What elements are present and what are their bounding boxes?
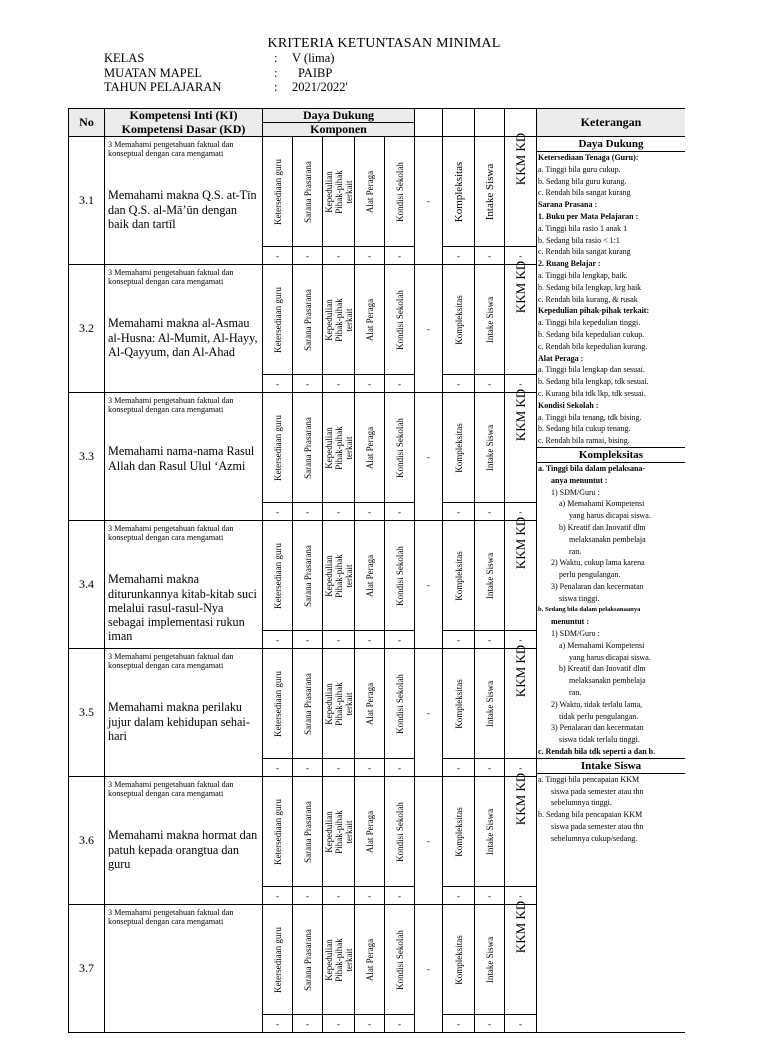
dash-cell: - bbox=[323, 631, 355, 649]
dash-cell: - bbox=[385, 631, 415, 649]
dash-cell: - bbox=[323, 1015, 355, 1033]
ketersediaan-cell bbox=[263, 905, 293, 1015]
kompleksitas-line: ran. bbox=[569, 546, 582, 556]
sarana-cell bbox=[293, 777, 323, 887]
kd-row bbox=[69, 137, 686, 247]
dash-cell: - bbox=[293, 631, 323, 649]
dash-cell: - bbox=[293, 759, 323, 777]
row-number: 3.2 bbox=[69, 265, 105, 393]
sarana-cell bbox=[293, 393, 323, 503]
kkm-kd-cell bbox=[505, 644, 537, 759]
kompleksitas-cell bbox=[443, 265, 475, 375]
dash-cell: - bbox=[263, 375, 293, 393]
kepedulian-label: Kepedulian Pihak-pihak terkait bbox=[323, 297, 354, 342]
ketersediaan-label: Ketersediaan guru bbox=[272, 414, 283, 481]
ketersediaan-cell bbox=[263, 265, 293, 375]
kd-cell bbox=[105, 393, 263, 521]
daya-dukung-line: a. Tinggi bila guru cukup. bbox=[538, 164, 621, 174]
intake-cell bbox=[475, 777, 505, 887]
kepedulian-label: Kepedulian Pihak-pihak terkait bbox=[323, 681, 354, 726]
daya-dukung-line: Ketersediaan Tenaga (Guru): bbox=[538, 153, 639, 162]
dash-cell: - bbox=[415, 905, 443, 1033]
kondisi-label: Kondisi Sekolah bbox=[394, 673, 405, 734]
kkm-kd-label: KKM KD bbox=[512, 260, 528, 314]
dash-cell: - bbox=[443, 375, 475, 393]
kkm-kd-label: KKM KD bbox=[512, 132, 528, 186]
kompleksitas-line: yang harus dicapai siswa. bbox=[569, 652, 651, 662]
kondisi-cell bbox=[385, 521, 415, 631]
intake-cell bbox=[475, 137, 505, 247]
ketersediaan-cell bbox=[263, 393, 293, 503]
intake-line: b. Sedang bila pencapaian KKM bbox=[538, 810, 643, 820]
intake-title: Intake Siswa bbox=[537, 758, 685, 774]
dash-cell: - bbox=[293, 375, 323, 393]
dash-cell: - bbox=[505, 887, 537, 905]
meta-value: PAIBP bbox=[298, 65, 333, 80]
keterangan-header: Keterangan bbox=[537, 109, 686, 137]
kompleksitas-label: Kompleksitas bbox=[452, 161, 465, 222]
ketersediaan-label: Ketersediaan guru bbox=[272, 670, 283, 737]
daya-dukung-line: Kondisi Sekolah : bbox=[538, 400, 599, 410]
dash-cell: - bbox=[263, 503, 293, 521]
intake-line: sebelumnya tinggi. bbox=[551, 798, 612, 808]
dash-cell: - bbox=[385, 759, 415, 777]
header-spacer bbox=[505, 109, 537, 123]
alat-label: Alat Peraga bbox=[364, 426, 375, 469]
alat-cell bbox=[355, 777, 385, 887]
kkm-kd-cell bbox=[505, 388, 537, 503]
kompleksitas-line: c. Rendah bila tdk seperti a dan b. bbox=[538, 747, 656, 757]
dash-cell: - bbox=[263, 631, 293, 649]
dash-cell: - bbox=[443, 759, 475, 777]
intake-label: Intake Siswa bbox=[484, 552, 495, 599]
intake-label: Intake Siswa bbox=[483, 163, 496, 220]
intake-cell bbox=[475, 393, 505, 503]
kompleksitas-cell bbox=[443, 777, 475, 887]
dash-cell: - bbox=[323, 759, 355, 777]
dash-cell: - bbox=[385, 887, 415, 905]
daya-dukung-line: b. Sedang bila lengkap, tdk sesuai. bbox=[538, 377, 649, 387]
intake-label: Intake Siswa bbox=[484, 424, 495, 471]
kkm-kd-label: KKM KD bbox=[512, 772, 528, 826]
meta-colon: : bbox=[274, 65, 278, 80]
dash-cell: - bbox=[385, 503, 415, 521]
kompleksitas-label: Kompleksitas bbox=[453, 294, 464, 345]
daya-dukung-line: c. Rendah bila ramai, bising. bbox=[538, 436, 630, 446]
daya-dukung-line: a. Tinggi bila kepedulian tinggi. bbox=[538, 318, 641, 328]
kepedulian-cell bbox=[323, 137, 355, 247]
kkm-kd-label: KKM KD bbox=[512, 900, 528, 954]
kepedulian-label: Kepedulian Pihak-pihak terkait bbox=[323, 553, 354, 598]
header-spacer bbox=[415, 109, 443, 123]
alat-label: Alat Peraga bbox=[364, 810, 375, 853]
dash-cell: - bbox=[323, 887, 355, 905]
alat-label: Alat Peraga bbox=[364, 298, 375, 341]
kompleksitas-line: 3) Penalaran dan kecermatan bbox=[551, 723, 644, 733]
ketersediaan-cell bbox=[263, 521, 293, 631]
sarana-cell bbox=[293, 137, 323, 247]
kd-text: Memahami nama-nama Rasul Allah dan Rasul Ulul ‘Azmi bbox=[108, 444, 255, 473]
daya-dukung-line: b. Sedang bila guru kurang. bbox=[538, 176, 627, 186]
kepedulian-label: Kepedulian Pihak-pihak terkait bbox=[323, 937, 354, 982]
kd-cell bbox=[105, 777, 263, 905]
row-number: 3.4 bbox=[69, 521, 105, 649]
kompleksitas-label: Kompleksitas bbox=[453, 806, 464, 857]
dash-cell: - bbox=[355, 375, 385, 393]
sarana-label: Sarana Prasarana bbox=[302, 544, 313, 607]
komponen-header: Komponen bbox=[263, 123, 415, 137]
kondisi-cell bbox=[385, 649, 415, 759]
dash-cell: - bbox=[443, 1015, 475, 1033]
dash-cell: - bbox=[263, 1015, 293, 1033]
kepedulian-label: Kepedulian Pihak-pihak terkait bbox=[323, 809, 354, 854]
no-header: No bbox=[69, 109, 105, 137]
ki-text: 3 Memahami pengetahuan faktual dan konseptual dengan cara mengamati bbox=[108, 652, 234, 671]
kompleksitas-line: b) Kreatif dan Inovatif dlm bbox=[559, 664, 646, 674]
daya-dukung-line: Alat Peraga : bbox=[538, 353, 584, 363]
kepedulian-cell bbox=[323, 649, 355, 759]
kd-text: Memahami makna hormat dan patuh kepada orangtua dan guru bbox=[108, 828, 258, 871]
dash-cell: - bbox=[505, 247, 537, 265]
ki-text: 3 Memahami pengetahuan faktual dan konseptual dengan cara mengamati bbox=[108, 140, 234, 159]
daya-dukung-line: a. Tinggi bila rasio 1 anak 1 bbox=[538, 223, 628, 233]
daya-dukung-line: c. Rendah bila kepedulian kurang. bbox=[538, 341, 648, 351]
kompleksitas-line: perlu pengulangan. bbox=[559, 570, 621, 580]
kd-header: Kompetensi Dasar (KD) bbox=[105, 123, 263, 137]
kd-text: Memahami makna al-Asmau al-Husna: Al-Mumit, Al-Hayy, Al-Qayyum, dan Al-Ahad bbox=[108, 316, 258, 359]
kompleksitas-line: 2) Waktu, tidak terlalu lama, bbox=[551, 699, 643, 709]
dash-cell: - bbox=[263, 887, 293, 905]
kd-text: Memahami makna perilaku jujur dalam kehidupan sehai-hari bbox=[108, 700, 250, 743]
dash-cell: - bbox=[505, 503, 537, 521]
header-spacer bbox=[443, 123, 475, 137]
header-spacer bbox=[475, 109, 505, 123]
kompleksitas-line: b. Sedang bila dalam pelaksanaanya bbox=[538, 606, 641, 614]
daya-dukung-line: b. Sedang bila lengkap, krg baik bbox=[538, 282, 642, 292]
dash-cell: - bbox=[475, 375, 505, 393]
daya-dukung-line: c. Rendah bila sangat kurang bbox=[538, 247, 631, 257]
kd-cell bbox=[105, 265, 263, 393]
ketersediaan-label: Ketersediaan guru bbox=[272, 542, 283, 609]
daya-dukung-line: b. Sedang bila rasio < 1:1 bbox=[538, 235, 620, 245]
ki-text: 3 Memahami pengetahuan faktual dan konseptual dengan cara mengamati bbox=[108, 524, 234, 543]
ki-text: 3 Memahami pengetahuan faktual dan konseptual dengan cara mengamati bbox=[108, 396, 234, 415]
kondisi-label: Kondisi Sekolah bbox=[394, 289, 405, 350]
dash-cell: - bbox=[355, 1015, 385, 1033]
kkm-kd-cell bbox=[505, 900, 537, 1015]
kd-cell bbox=[105, 905, 263, 1033]
kompleksitas-line: b) Kreatif dan Inovatif dlm bbox=[559, 522, 646, 532]
dash-cell: - bbox=[415, 265, 443, 393]
dash-cell: - bbox=[263, 247, 293, 265]
sarana-label: Sarana Prasarana bbox=[302, 416, 313, 479]
daya-dukung-line: Kepedulian pihak-pihak terkait: bbox=[538, 306, 650, 316]
dash-cell: - bbox=[475, 631, 505, 649]
daya-dukung-line: 2. Ruang Belajar : bbox=[538, 259, 601, 269]
kondisi-label: Kondisi Sekolah bbox=[394, 801, 405, 862]
ketersediaan-label: Ketersediaan guru bbox=[272, 158, 283, 225]
dash-cell: - bbox=[263, 759, 293, 777]
kd-cell bbox=[105, 137, 263, 265]
kompleksitas-line: melaksanakn pembelaja bbox=[569, 534, 646, 544]
alat-cell bbox=[355, 137, 385, 247]
daya-dukung-line: b. Sedang bila kepedulian cukup. bbox=[538, 329, 645, 339]
alat-label: Alat Peraga bbox=[364, 554, 375, 597]
ketersediaan-cell bbox=[263, 777, 293, 887]
dash-cell: - bbox=[385, 1015, 415, 1033]
kondisi-cell bbox=[385, 137, 415, 247]
meta-colon: : bbox=[274, 80, 278, 95]
dash-cell: - bbox=[443, 503, 475, 521]
kd-cell bbox=[105, 521, 263, 649]
intake-cell bbox=[475, 521, 505, 631]
header-spacer bbox=[475, 123, 505, 137]
meta-label: TAHUN PELAJARAN bbox=[104, 80, 222, 95]
daya-dukung-line: a. Tinggi bila lengkap dan sesuai. bbox=[538, 365, 645, 375]
dash-cell: - bbox=[323, 247, 355, 265]
dash-cell: - bbox=[385, 375, 415, 393]
alat-cell bbox=[355, 905, 385, 1015]
kd-cell bbox=[105, 649, 263, 777]
header-spacer bbox=[443, 109, 475, 123]
meta-mapel bbox=[104, 66, 348, 81]
kepedulian-cell bbox=[323, 777, 355, 887]
kondisi-cell bbox=[385, 905, 415, 1015]
sarana-label: Sarana Prasarana bbox=[302, 160, 313, 223]
dash-cell: - bbox=[355, 631, 385, 649]
kompleksitas-line: 1) SDM/Guru : bbox=[551, 487, 600, 497]
intake-label: Intake Siswa bbox=[484, 680, 495, 727]
ki-text: 3 Memahami pengetahuan faktual dan konseptual dengan cara mengamati bbox=[108, 908, 234, 927]
kompleksitas-cell bbox=[443, 137, 475, 247]
kkm-kd-cell bbox=[505, 516, 537, 631]
daya-dukung-line: 1. Buku per Mata Pelajaran : bbox=[538, 211, 639, 221]
ketersediaan-label: Ketersediaan guru bbox=[272, 286, 283, 353]
kompleksitas-line: tidak perlu pengulangan. bbox=[559, 711, 639, 721]
kondisi-label: Kondisi Sekolah bbox=[394, 417, 405, 478]
kompleksitas-line: a. Tinggi bila dalam pelaksana- bbox=[538, 463, 646, 473]
kondisi-cell bbox=[385, 393, 415, 503]
kompleksitas-cell bbox=[443, 905, 475, 1015]
dash-cell: - bbox=[505, 759, 537, 777]
kompleksitas-label: Kompleksitas bbox=[453, 678, 464, 729]
daya-dukung-line: Sarana Prasana : bbox=[538, 200, 598, 210]
meta-value: V (lima) bbox=[292, 51, 335, 65]
daya-dukung-line: a. Tinggi bila tenang, tdk bising. bbox=[538, 412, 642, 422]
intake-label: Intake Siswa bbox=[484, 808, 495, 855]
intake-cell bbox=[475, 265, 505, 375]
sarana-cell bbox=[293, 905, 323, 1015]
kkm-kd-cell bbox=[505, 772, 537, 887]
alat-label: Alat Peraga bbox=[364, 682, 375, 725]
dash-cell: - bbox=[293, 503, 323, 521]
kompleksitas-line: siswa tidak terlalu tinggi. bbox=[559, 735, 640, 745]
ketersediaan-label: Ketersediaan guru bbox=[272, 926, 283, 993]
meta-value: 2021/2022' bbox=[292, 80, 348, 95]
meta-kelas bbox=[104, 51, 348, 66]
kompleksitas-cell bbox=[443, 649, 475, 759]
alat-cell bbox=[355, 393, 385, 503]
kompleksitas-label: Kompleksitas bbox=[453, 422, 464, 473]
ki-text: 3 Memahami pengetahuan faktual dan konseptual dengan cara mengamati bbox=[108, 780, 234, 799]
daya-dukung-title: Daya Dukung bbox=[537, 137, 685, 152]
dash-cell: - bbox=[475, 887, 505, 905]
meta-label: MUATAN MAPEL bbox=[104, 65, 202, 80]
kd-text: Memahami makna diturunkannya kitab-kitab suci melalui rasul-rasul-Nya sebagai implementasi rukun iman bbox=[108, 572, 257, 644]
kondisi-cell bbox=[385, 777, 415, 887]
intake-label: Intake Siswa bbox=[484, 296, 495, 343]
daya-dukung-line: c. Rendah bila kurang, & rusak bbox=[538, 294, 638, 304]
sarana-cell bbox=[293, 265, 323, 375]
kompleksitas-line: ran. bbox=[569, 688, 582, 698]
dash-cell: - bbox=[415, 137, 443, 265]
kkm-kd-cell bbox=[505, 132, 537, 247]
kompleksitas-label: Kompleksitas bbox=[453, 934, 464, 985]
kompleksitas-line: siswa tinggi. bbox=[559, 593, 600, 603]
kd-text: Memahami makna Q.S. at-Tīn dan Q.S. al-Mā’ūn dengan baik dan tartīl bbox=[108, 188, 257, 231]
intake-label: Intake Siswa bbox=[484, 936, 495, 983]
kepedulian-cell bbox=[323, 393, 355, 503]
kepedulian-label: Kepedulian Pihak-pihak terkait bbox=[323, 425, 354, 470]
dash-cell: - bbox=[323, 375, 355, 393]
sarana-label: Sarana Prasarana bbox=[302, 288, 313, 351]
kkm-sheet bbox=[68, 108, 685, 1048]
alat-label: Alat Peraga bbox=[364, 170, 375, 213]
ki-text: 3 Memahami pengetahuan faktual dan konseptual dengan cara mengamati bbox=[108, 268, 234, 287]
dash-cell: - bbox=[475, 503, 505, 521]
row-number: 3.3 bbox=[69, 393, 105, 521]
intake-line: sebelumnya cukup/sedang. bbox=[551, 833, 638, 843]
dash-cell: - bbox=[293, 887, 323, 905]
dash-cell: - bbox=[293, 247, 323, 265]
kompleksitas-title: Kompleksitas bbox=[537, 447, 685, 463]
dash-cell: - bbox=[475, 247, 505, 265]
meta-tahun bbox=[104, 80, 348, 95]
sarana-label: Sarana Prasarana bbox=[302, 800, 313, 863]
kkm-kd-label: KKM KD bbox=[512, 388, 528, 442]
sarana-label: Sarana Prasarana bbox=[302, 672, 313, 735]
kkm-kd-label: KKM KD bbox=[512, 644, 528, 698]
kompleksitas-line: a) Memahami Kompetensi bbox=[559, 499, 645, 509]
intake-cell bbox=[475, 649, 505, 759]
daya-dukung-line: b. Sedang bila cukup tenang. bbox=[538, 424, 631, 434]
row-number: 3.6 bbox=[69, 777, 105, 905]
row-number: 3.5 bbox=[69, 649, 105, 777]
alat-cell bbox=[355, 649, 385, 759]
meta-label: KELAS bbox=[104, 51, 145, 65]
dash-cell: - bbox=[443, 631, 475, 649]
daya-dukung-line: c. Rendah bila sangat kurang bbox=[538, 188, 631, 198]
kepedulian-label: Kepedulian Pihak-pihak terkait bbox=[323, 169, 354, 214]
daya-dukung-line: a. Tinggi bila lengkap, baik. bbox=[538, 270, 628, 280]
ketersediaan-label: Ketersediaan guru bbox=[272, 798, 283, 865]
daya-dukung-line: c. Kurang bila tdk lkp, tdk sesuai. bbox=[538, 388, 646, 398]
dash-cell: - bbox=[415, 777, 443, 905]
kkm-table bbox=[68, 108, 685, 1033]
dash-cell: - bbox=[415, 521, 443, 649]
dash-cell: - bbox=[355, 887, 385, 905]
kompleksitas-line: 3) Penalaran dan kecermatan bbox=[551, 581, 644, 591]
keterangan-panel bbox=[537, 137, 686, 1033]
kompleksitas-line: a) Memahami Kompetensi bbox=[559, 640, 645, 650]
row-number: 3.7 bbox=[69, 905, 105, 1033]
kompleksitas-line: melaksanakn pembelaja bbox=[569, 676, 646, 686]
dash-cell: - bbox=[415, 649, 443, 777]
kompleksitas-line: 1) SDM/Guru : bbox=[551, 629, 600, 639]
kepedulian-cell bbox=[323, 265, 355, 375]
kompleksitas-line: yang harus dicapai siswa. bbox=[569, 511, 651, 521]
kompleksitas-label: Kompleksitas bbox=[453, 550, 464, 601]
alat-label: Alat Peraga bbox=[364, 938, 375, 981]
dash-cell: - bbox=[355, 503, 385, 521]
dash-cell: - bbox=[505, 631, 537, 649]
dash-cell: - bbox=[355, 759, 385, 777]
kompleksitas-line: 2) Waktu, cukup lama karena bbox=[551, 558, 645, 568]
row-number: 3.1 bbox=[69, 137, 105, 265]
intake-line: siswa pada semester atau thn bbox=[551, 822, 644, 832]
ketersediaan-cell bbox=[263, 137, 293, 247]
document-title: KRITERIA KETUNTASAN MINIMAL bbox=[267, 36, 501, 51]
header-spacer bbox=[415, 123, 443, 137]
dash-cell: - bbox=[505, 1015, 537, 1033]
intake-line: siswa pada semester atau thn bbox=[551, 786, 644, 796]
dash-cell: - bbox=[475, 759, 505, 777]
daya-dukung-header: Daya Dukung bbox=[263, 109, 415, 123]
alat-cell bbox=[355, 521, 385, 631]
kepedulian-cell bbox=[323, 521, 355, 631]
alat-cell bbox=[355, 265, 385, 375]
dash-cell: - bbox=[505, 375, 537, 393]
intake-cell bbox=[475, 905, 505, 1015]
sarana-cell bbox=[293, 649, 323, 759]
kompleksitas-line: anya menuntut : bbox=[551, 475, 608, 485]
kompleksitas-line: menuntut : bbox=[551, 617, 590, 627]
kompleksitas-cell bbox=[443, 521, 475, 631]
sarana-label: Sarana Prasarana bbox=[302, 928, 313, 991]
sarana-cell bbox=[293, 521, 323, 631]
kondisi-label: Kondisi Sekolah bbox=[394, 929, 405, 990]
dash-cell: - bbox=[443, 887, 475, 905]
dash-cell: - bbox=[323, 503, 355, 521]
dash-cell: - bbox=[415, 393, 443, 521]
intake-line: a. Tinggi bila pencapaian KKM bbox=[538, 774, 640, 784]
kkm-kd-label: KKM KD bbox=[512, 516, 528, 570]
kondisi-cell bbox=[385, 265, 415, 375]
dash-cell: - bbox=[385, 247, 415, 265]
kondisi-label: Kondisi Sekolah bbox=[394, 161, 405, 222]
kondisi-label: Kondisi Sekolah bbox=[394, 545, 405, 606]
kepedulian-cell bbox=[323, 905, 355, 1015]
dash-cell: - bbox=[293, 1015, 323, 1033]
kompleksitas-cell bbox=[443, 393, 475, 503]
ketersediaan-cell bbox=[263, 649, 293, 759]
dash-cell: - bbox=[355, 247, 385, 265]
ki-header: Kompetensi Inti (KI) bbox=[105, 109, 263, 123]
kkm-kd-cell bbox=[505, 260, 537, 375]
dash-cell: - bbox=[443, 247, 475, 265]
document-meta bbox=[104, 51, 348, 95]
meta-colon: : bbox=[274, 51, 278, 65]
dash-cell: - bbox=[475, 1015, 505, 1033]
